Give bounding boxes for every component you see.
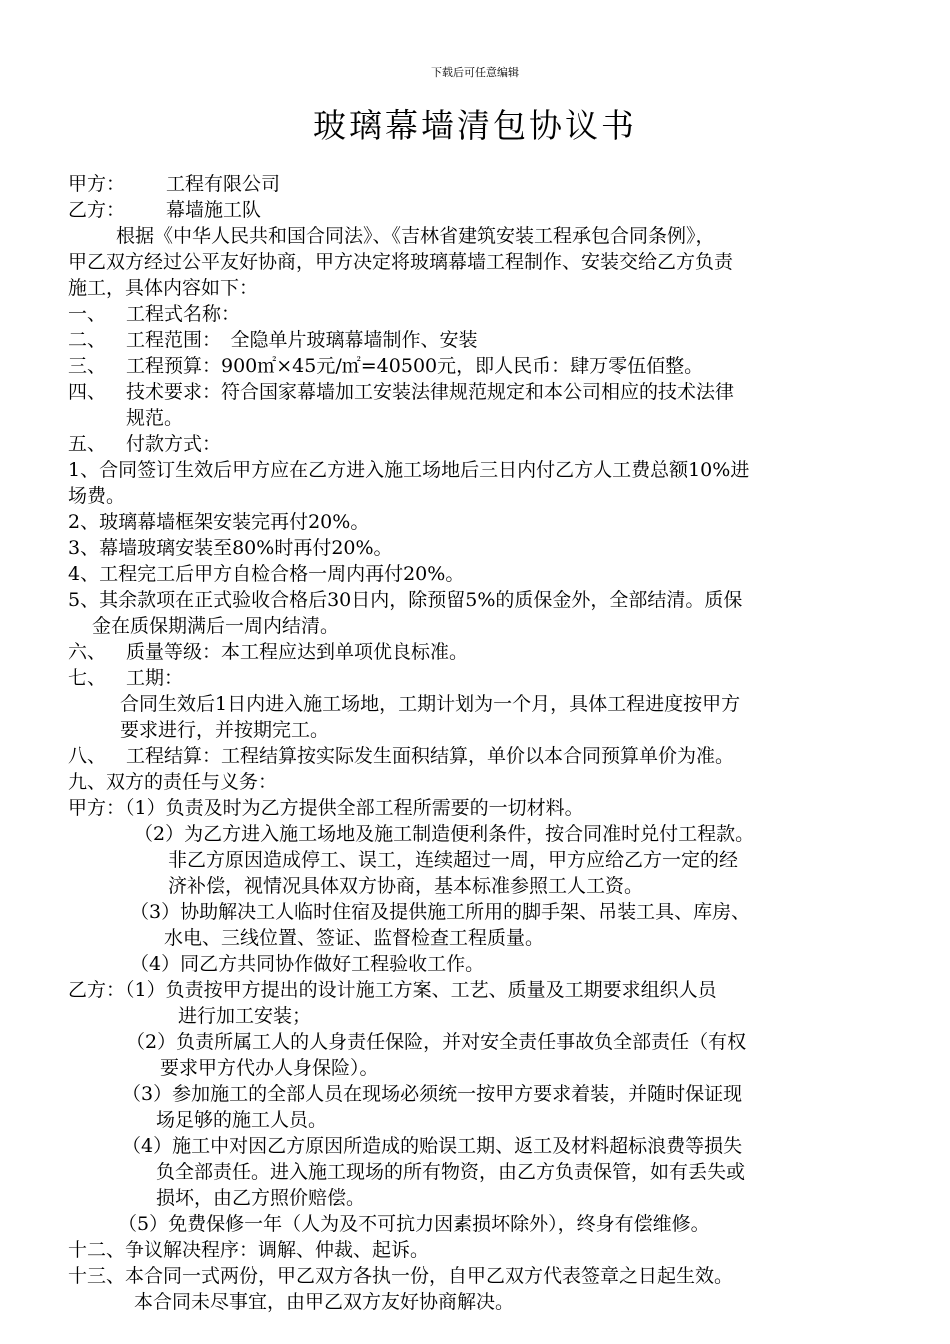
party-b-duty-2: （2）负责所属工人的人身责任保险，并对安全责任事故负全部责任（有权 [126, 1031, 747, 1053]
party-b-duty-1: 乙方：（1）负责按甲方提出的设计施工方案、工艺、质量及工期要求组织人员 [68, 979, 717, 1001]
section-6: 六、 质量等级：本工程应达到单项优良标准。 [68, 641, 469, 663]
section-8: 八、 工程结算：工程结算按实际发生面积结算，单价以本合同预算单价为准。 [68, 745, 735, 767]
payment-item-2: 2、玻璃幕墙框架安装完再付20%。 [68, 511, 370, 533]
party-a-line: 甲方： 工程有限公司 [68, 173, 281, 195]
section-12: 十二、争议解决程序：调解、仲裁、起诉。 [68, 1239, 430, 1261]
party-b-duty-1-cont: 进行加工安装； [178, 1005, 312, 1027]
section-9: 九、双方的责任与义务： [68, 771, 278, 793]
intro-line: 施工，具体内容如下： [68, 277, 259, 299]
payment-item-4: 4、工程完工后甲方自检合格一周内再付20%。 [68, 563, 465, 585]
document-body [68, 171, 868, 1315]
party-b-duty-3: （3）参加施工的全部人员在现场必须统一按甲方要求着装，并随时保证现 [122, 1083, 743, 1105]
party-b-duty-4: （4）施工中对因乙方原因所造成的贻误工期、返工及材料超标浪费等损失 [122, 1135, 743, 1157]
section-1: 一、 工程式名称： [68, 303, 241, 325]
document-title: 玻璃幕墙清包协议书 [313, 106, 637, 145]
section-4: 四、 技术要求：符合国家幕墙加工安装法律规范规定和本公司相应的技术法律 [68, 381, 735, 403]
section-13: 十三、本合同一式两份，甲乙双方各执一份，自甲乙双方代表签章之日起生效。 [68, 1265, 734, 1287]
intro-line: 根据《中华人民共和国合同法》、《吉林省建筑安装工程承包合同条例》， [116, 225, 715, 247]
section-7-detail: 要求进行，并按期完工。 [120, 719, 330, 741]
party-b-duty-2-cont: 要求甲方代办人身保险）。 [160, 1057, 379, 1079]
header-note: 下载后可任意编辑 [431, 66, 519, 79]
party-a-duty-3-cont: 水电、三线位置、签证、监督检查工程质量。 [164, 927, 545, 949]
party-b-line: 乙方： 幕墙施工队 [68, 199, 262, 221]
party-a-duty-4: （4）同乙方共同协作做好工程验收工作。 [130, 953, 485, 975]
party-a-duty-3: （3）协助解决工人临时住宿及提供施工所用的脚手架、吊装工具、库房、 [130, 901, 751, 923]
payment-item-1: 1、合同签订生效后甲方应在乙方进入施工场地后三日内付乙方人工费总额10%进 [68, 459, 750, 481]
payment-item-3: 3、幕墙玻璃安装至80%时再付20%。 [68, 537, 393, 559]
payment-item-1-cont: 场费。 [68, 485, 126, 507]
section-13-cont: 本合同未尽事宜，由甲乙双方友好协商解决。 [134, 1291, 515, 1313]
party-b-duty-3-cont: 场足够的施工人员。 [156, 1109, 328, 1131]
party-a-duty-2-cont: 济补偿，视情况具体双方协商，基本标准参照工人工资。 [168, 875, 644, 897]
party-a-duty-2: （2）为乙方进入施工场地及施工制造便利条件，按合同准时兑付工程款。 [134, 823, 755, 845]
section-5: 五、 付款方式： [68, 433, 222, 455]
section-4-cont: 规范。 [126, 407, 184, 429]
payment-item-5-cont: 金在质保期满后一周内结清。 [92, 615, 340, 637]
party-b-duty-5: （5）免费保修一年（人为及不可抗力因素损坏除外），终身有偿维修。 [118, 1213, 710, 1235]
payment-item-5: 5、其余款项在正式验收合格后30日内，除预留5%的质保金外，全部结清。质保 [68, 589, 743, 611]
section-7-detail: 合同生效后1日内进入施工场地，工期计划为一个月，具体工程进度按甲方 [120, 693, 741, 715]
party-a-duty-1: 甲方：（1）负责及时为乙方提供全部工程所需要的一切材料。 [68, 797, 584, 819]
section-7: 七、 工期： [68, 667, 184, 689]
party-b-duty-4-cont: 损坏，由乙方照价赔偿。 [156, 1187, 366, 1209]
party-a-duty-2-cont: 非乙方原因造成停工、误工，连续超过一周，甲方应给乙方一定的经 [168, 849, 739, 871]
intro-line: 甲乙双方经过公平友好协商，甲方决定将玻璃幕墙工程制作、安装交给乙方负责 [68, 251, 734, 273]
section-3: 三、 工程预算：900㎡×45元/㎡=40500元，即人民币：肆万零伍佰整。 [68, 355, 704, 377]
section-2: 二、 工程范围： 全隐单片玻璃幕墙制作、安装 [68, 329, 478, 351]
party-b-duty-4-cont: 负全部责任。进入施工现场的所有物资，由乙方负责保管，如有丢失或 [156, 1161, 746, 1183]
